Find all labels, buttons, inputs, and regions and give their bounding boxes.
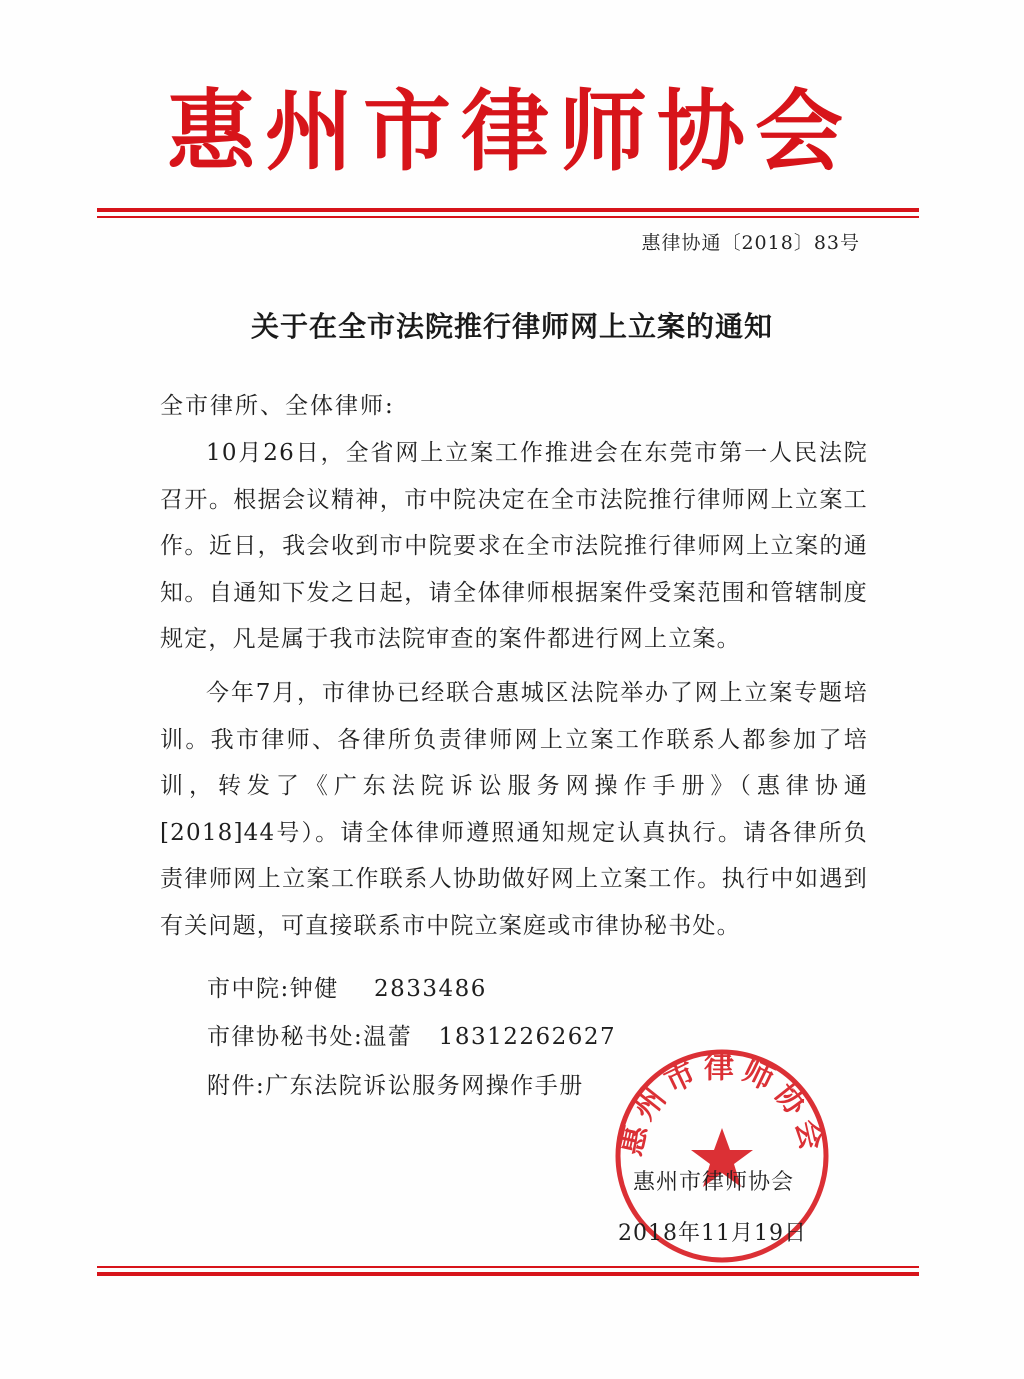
contact-secretariat: 市律协秘书处:温蕾 18312262627 bbox=[207, 1024, 617, 1050]
header-rule-thick bbox=[97, 208, 919, 212]
notice-title: 关于在全市法院推行律师网上立案的通知 bbox=[250, 310, 773, 343]
header-rule-thin bbox=[97, 216, 919, 218]
signing-date: 2018年11月19日 bbox=[618, 1221, 807, 1246]
body-paragraph-1: 10月26日，全省网上立案工作推进会在东莞市第一人民法院召开。根据会议精神，市中院决定在全市法院推行律师网上立案工作。近日，我会收到市中院要求在全市法院推行律师网上立案的通知。自通知下发之日起，请全体律师根据案件受案范围和管辖制度规定，凡是属于我市法院审查的案件都进行网上立案。 bbox=[160, 440, 868, 652]
document-number: 惠律协通〔2018〕83号 bbox=[641, 232, 860, 254]
masthead-title: 惠州市律师协会 bbox=[166, 80, 853, 183]
seal-text: 惠州市律师协会 bbox=[613, 1050, 831, 1160]
attachment-line: 附件:广东法院诉讼服务网操作手册 bbox=[207, 1073, 584, 1099]
salutation: 全市律所、全体律师: bbox=[160, 393, 395, 419]
footer-rule-thin bbox=[97, 1266, 919, 1268]
contact-court: 市中院:钟健 2833486 bbox=[207, 976, 487, 1002]
signing-organization: 惠州市律师协会 bbox=[633, 1170, 795, 1195]
body-paragraph-2: 今年7月，市律协已经联合惠城区法院举办了网上立案专题培训。我市律师、各律所负责律师网上立案工作联系人都参加了培训，转发了《广东法院诉讼服务网操作手册》（惠律协通[2018]44号）。请全体律师遵照通知规定认真执行。请各律所负责律师网上立案工作联系人协助做好网上立案工作。执行中如遇到有关问题，可直接联系市中院立案庭或市律协秘书处。 bbox=[160, 680, 868, 939]
footer-rule-thick bbox=[97, 1272, 919, 1276]
